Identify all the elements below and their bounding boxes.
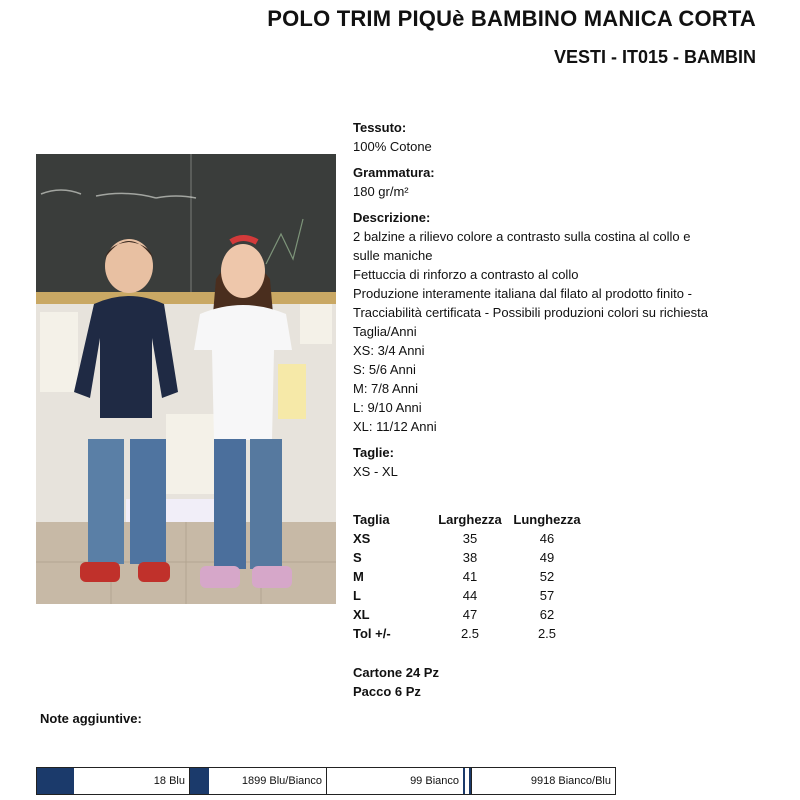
table-row xyxy=(353,548,587,567)
weight-section xyxy=(353,163,753,201)
notes-label: Note aggiuntive: xyxy=(40,711,142,726)
size-cell: L xyxy=(353,588,361,603)
color-label: 99 Bianco xyxy=(410,775,459,787)
width-cell: 47 xyxy=(462,607,478,622)
color-label: 18 Blu xyxy=(153,775,185,787)
description-line: sulle maniche xyxy=(353,248,433,263)
description-line: Tracciabilità certificata - Possibili produzioni colori su richiesta xyxy=(353,305,708,320)
header-size: Taglia xyxy=(353,512,390,527)
table-row xyxy=(353,586,587,605)
weight-label: Grammatura: xyxy=(353,165,435,180)
width-cell: 41 xyxy=(462,569,478,584)
color-swatch-divider xyxy=(463,768,471,794)
fabric-value: 100% Cotone xyxy=(353,139,432,154)
product-code: VESTI - IT015 - BAMBIN xyxy=(553,47,756,67)
length-cell: 2.5 xyxy=(537,626,557,641)
table-row xyxy=(353,624,587,643)
width-cell: 38 xyxy=(462,550,478,565)
sizes-section xyxy=(353,443,753,481)
length-cell: 57 xyxy=(539,588,555,603)
color-label: 1899 Blu/Bianco xyxy=(241,775,322,787)
stripe-part xyxy=(463,768,465,794)
stripe-part xyxy=(469,768,471,794)
length-cell: 52 xyxy=(539,569,555,584)
length-cell: 49 xyxy=(539,550,555,565)
sizes-label: Taglie: xyxy=(353,445,394,460)
size-cell: Tol +/- xyxy=(353,626,391,641)
table-row xyxy=(353,567,587,586)
color-swatch-item xyxy=(472,768,615,794)
swatch-part xyxy=(209,768,228,794)
size-cell: M xyxy=(353,569,364,584)
pack-quantity: Pacco 6 Pz xyxy=(353,684,421,699)
product-title: POLO TRIM PIQUè BAMBINO MANICA CORTA xyxy=(267,6,756,31)
description-line: Fettuccia di rinforzo a contrasto al collo xyxy=(353,267,579,282)
carton-quantity: Cartone 24 Pz xyxy=(353,665,439,680)
product-specs xyxy=(353,118,753,488)
width-cell: 2.5 xyxy=(460,626,480,641)
color-swatch-item xyxy=(190,768,327,794)
weight-value: 180 gr/m² xyxy=(353,184,409,199)
swatch-part xyxy=(190,768,209,794)
length-cell: 62 xyxy=(539,607,555,622)
color-swatch xyxy=(37,768,74,794)
color-swatch xyxy=(190,768,227,794)
width-cell: 44 xyxy=(462,588,478,603)
fabric-section xyxy=(353,118,753,156)
color-label: 9918 Bianco/Blu xyxy=(530,775,611,787)
size-cell: XS xyxy=(353,531,371,546)
fabric-label: Tessuto: xyxy=(353,120,407,135)
packaging-info xyxy=(353,663,439,701)
size-cell: XL xyxy=(353,607,370,622)
description-line: 2 balzine a rilievo colore a contrasto sulla costina al collo e xyxy=(353,229,691,244)
length-cell: 46 xyxy=(539,531,555,546)
description-section xyxy=(353,208,753,436)
product-photo xyxy=(36,154,336,604)
width-cell: 35 xyxy=(462,531,478,546)
size-cell: S xyxy=(353,550,362,565)
description-line: Produzione interamente italiana dal filato al prodotto finito - xyxy=(353,286,692,301)
header-length: Lunghezza xyxy=(513,512,581,527)
header-width: Larghezza xyxy=(438,512,502,527)
description-line: S: 5/6 Anni xyxy=(353,362,416,377)
description-line: XS: 3/4 Anni xyxy=(353,343,425,358)
description-line: L: 9/10 Anni xyxy=(353,400,422,415)
description-line: Taglia/Anni xyxy=(353,324,417,339)
color-swatches xyxy=(36,767,616,795)
table-row xyxy=(353,605,587,624)
color-swatch-item xyxy=(37,768,190,794)
size-table xyxy=(353,510,587,643)
table-row xyxy=(353,529,587,548)
description-label: Descrizione: xyxy=(353,210,431,225)
color-swatch-item xyxy=(327,768,472,794)
sizes-value: XS - XL xyxy=(353,464,398,479)
description-line: XL: 11/12 Anni xyxy=(353,419,437,434)
size-table-header xyxy=(353,510,587,529)
description-line: M: 7/8 Anni xyxy=(353,381,419,396)
